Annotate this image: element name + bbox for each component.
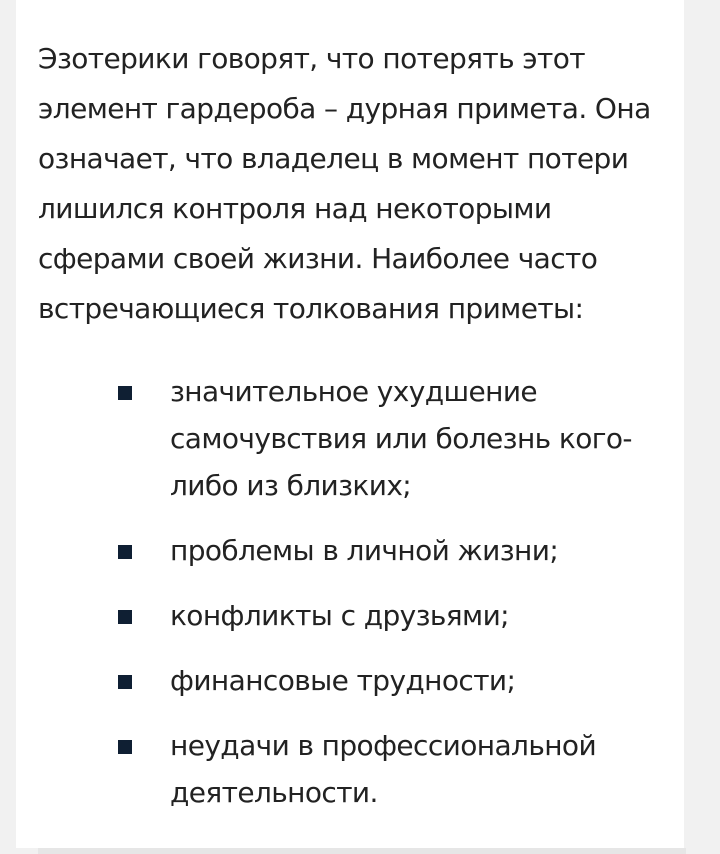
intro-paragraph: Эзотерики говорят, что потерять этот элемент гардероба – дурная примета. Она означает, что владелец в момент потери лишился контроля над некоторыми сферами своей жизни. Наиболее часто встречающиеся толкования приметы: (38, 42, 651, 325)
square-bullet-icon (118, 675, 132, 689)
section-divider (38, 848, 686, 854)
square-bullet-icon (118, 610, 132, 624)
square-bullet-icon (118, 386, 132, 400)
article-card (16, 0, 684, 848)
list-item-text: финансовые трудности; (170, 664, 516, 697)
list-item-text: значительное ухудшение самочувствия или болезнь кого-либо из близких; (170, 375, 632, 502)
square-bullet-icon (118, 545, 132, 559)
list-item (118, 527, 658, 574)
list-item (118, 657, 658, 704)
list-item-text: проблемы в личной жизни; (170, 534, 559, 567)
list-item-text: конфликты с друзьями; (170, 599, 509, 632)
list-item (118, 722, 658, 816)
square-bullet-icon (118, 740, 132, 754)
list-item (118, 368, 658, 509)
omens-list (118, 368, 658, 834)
list-item-text: неудачи в профессиональной деятельности. (170, 729, 597, 809)
list-item (118, 592, 658, 639)
